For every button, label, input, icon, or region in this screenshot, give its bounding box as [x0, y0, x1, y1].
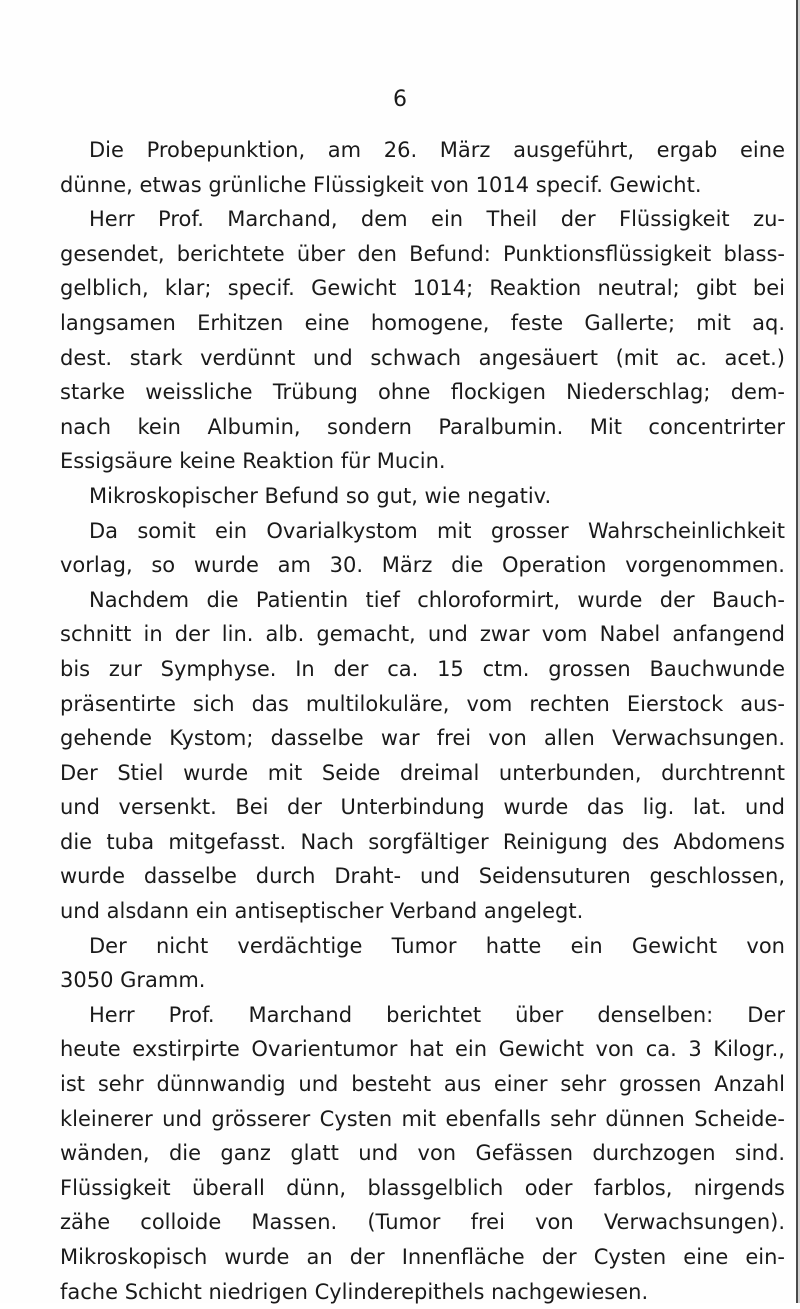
text-line: gesendet, berichtete über den Befund: Punktionsflüssigkeit blass- [60, 241, 785, 266]
text-line: Nachdem die Patientin tief chloroformirt, wurde der Bauch- [89, 587, 785, 612]
text-line: ist sehr dünnwandig und besteht aus einer sehr grossen Anzahl [60, 1072, 785, 1097]
text-line: heute exstirpirte Ovarientumor hat ein Gewicht von ca. 3 Kilogr., [60, 1037, 785, 1062]
text-line: gelblich, klar; specif. Gewicht 1014; Reaktion neutral; gibt bei [60, 276, 785, 301]
text-line: vorlag, so wurde am 30. März die Operation vorgenommen. [60, 553, 785, 578]
text-line: bis zur Symphyse. In der ca. 15 ctm. grossen Bauchwunde [60, 656, 785, 681]
text-line: gehende Kystom; dasselbe war frei von allen Verwachsungen. [60, 726, 785, 751]
text-line: Der Stiel wurde mit Seide dreimal unterbunden, durchtrennt [60, 760, 785, 785]
text-line: Herr Prof. Marchand berichtet über denselben: Der [89, 1002, 785, 1027]
text-line: dünne, etwas grünliche Flüssigkeit von 1014 specif. Gewicht. [60, 172, 702, 197]
text-line: Der nicht verdächtige Tumor hatte ein Gewicht von [89, 933, 785, 958]
text-line: schnitt in der lin. alb. gemacht, und zwar vom Nabel anfangend [60, 622, 785, 647]
text-line: Essigsäure keine Reaktion für Mucin. [60, 449, 446, 474]
text-line: Flüssigkeit überall dünn, blassgelblich oder farblos, nirgends [60, 1175, 785, 1200]
text-line: Da somit ein Ovarialkystom mit grosser Wahrscheinlichkeit [89, 518, 785, 543]
text-line: dest. stark verdünnt und schwach angesäuert (mit ac. acet.) [60, 345, 785, 370]
text-line: Herr Prof. Marchand, dem ein Theil der Flüssigkeit zu- [89, 207, 785, 232]
text-line: präsentirte sich das multilokuläre, vom rechten Eierstock aus- [60, 691, 785, 716]
page-number: 6 [393, 87, 407, 112]
text-line: fache Schicht niedrigen Cylinderepithels nachgewiesen. [60, 1279, 649, 1304]
text-line: und alsdann ein antiseptischer Verband angelegt. [60, 899, 584, 924]
text-line: wänden, die ganz glatt und von Gefässen durchzogen sind. [60, 1141, 785, 1166]
text-line: wurde dasselbe durch Draht- und Seidensuturen geschlossen, [60, 864, 785, 889]
text-line: Die Probepunktion, am 26. März ausgeführt, ergab eine [89, 138, 785, 162]
text-line: Mikroskopisch wurde an der Innenfläche der Cysten eine ein- [60, 1245, 785, 1269]
text-line: und versenkt. Bei der Unterbindung wurde das lig. lat. und [60, 795, 785, 820]
text-line: kleinerer und grösserer Cysten mit ebenfalls sehr dünnen Scheide- [60, 1106, 785, 1131]
text-line: langsamen Erhitzen eine homogene, feste Gallerte; mit aq. [60, 310, 785, 335]
body-text [60, 133, 785, 1309]
text-line: Mikroskopischer Befund so gut, wie negativ. [89, 483, 552, 508]
text-line: starke weissliche Trübung ohne flockigen Niederschlag; dem- [60, 380, 785, 405]
text-line: nach kein Albumin, sondern Paralbumin. Mit concentrirter [60, 414, 785, 439]
text-line: zähe colloide Massen. (Tumor frei von Verwachsungen). [60, 1210, 785, 1235]
text-line: 3050 Gramm. [60, 968, 206, 993]
text-line: die tuba mitgefasst. Nach sorgfältiger Reinigung des Abdomens [60, 829, 785, 854]
